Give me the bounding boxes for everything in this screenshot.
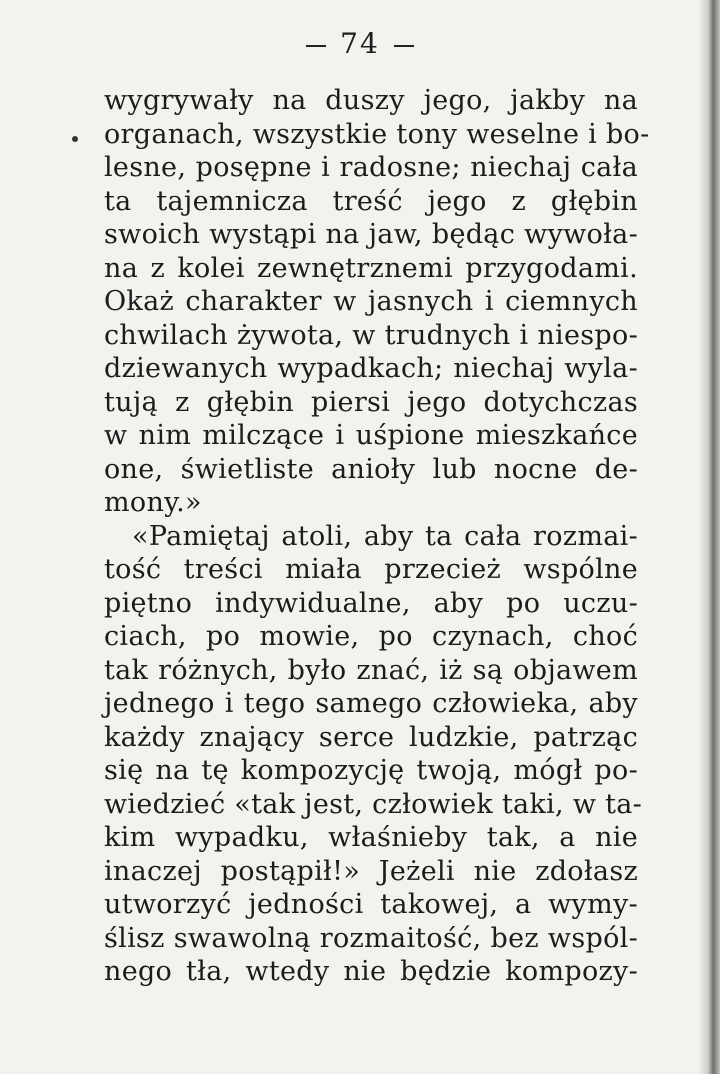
text-line: organach, wszystkie tony weselne i bo- (104, 118, 650, 150)
text-line: ta tajemnicza treść jego z głębin (104, 185, 638, 217)
text-line: wiedzieć «tak jest, człowiek taki, w ta- (104, 788, 643, 820)
text-line: ślisz swawolną rozmaitość, bez wspól- (104, 922, 638, 954)
text-line: każdy znający serce ludzkie, patrząc (104, 721, 638, 753)
header-dash-right (394, 45, 414, 47)
text-line: lesne, posępne i radosne; niechaj cała (104, 152, 638, 183)
text-line: na z kolei zewnętrznemi przygodami. (104, 252, 638, 284)
text-line: tość treści miała przecież wspólne (104, 554, 638, 585)
body-text (104, 84, 650, 989)
header-dash-left (306, 45, 326, 47)
text-line: kim wypadku, właśnieby tak, a nie (104, 822, 638, 853)
text-line: ciach, po mowie, po czynach, choć (104, 621, 638, 652)
text-line: w nim milczące i uśpione mieszkańce (104, 420, 638, 451)
text-line: Okaż charakter w jasnych i ciemnych (104, 286, 638, 317)
text-line: mony.» (104, 487, 202, 518)
text-line: piętno indywidualne, aby po uczu- (104, 587, 638, 619)
margin-mark (72, 136, 78, 142)
text-line: nego tła, wtedy nie będzie kompozy- (104, 956, 638, 987)
text-line: one, świetliste anioły lub nocne de- (104, 453, 638, 485)
text-line: chwilach żywota, w trudnych i niespo- (104, 319, 638, 351)
text-line: tują z głębin piersi jego dotychczas (104, 386, 638, 418)
text-line: tak różnych, było znać, iż są objawem (104, 654, 638, 686)
page-edge-shadow (698, 0, 720, 1074)
text-line: wygrywały na duszy jego, jakby na (104, 85, 638, 116)
text-line: «Pamiętaj atoli, aby ta cała rozmai- (132, 520, 638, 552)
text-line: inaczej postąpił!» Jeżeli nie zdołasz (104, 855, 638, 887)
text-line: się na tę kompozycję twoją, mógł po- (104, 755, 638, 786)
text-line: dziewanych wypadkach; niechaj wyla- (104, 353, 638, 384)
page-number: 74 (340, 27, 380, 60)
page-header (0, 24, 720, 64)
text-line: utworzyć jedności takowej, a wymy- (104, 889, 638, 920)
text-line: swoich wystąpi na jaw, będąc wywoła- (104, 219, 638, 250)
text-line: jednego i tego samego człowieka, aby (104, 688, 638, 719)
